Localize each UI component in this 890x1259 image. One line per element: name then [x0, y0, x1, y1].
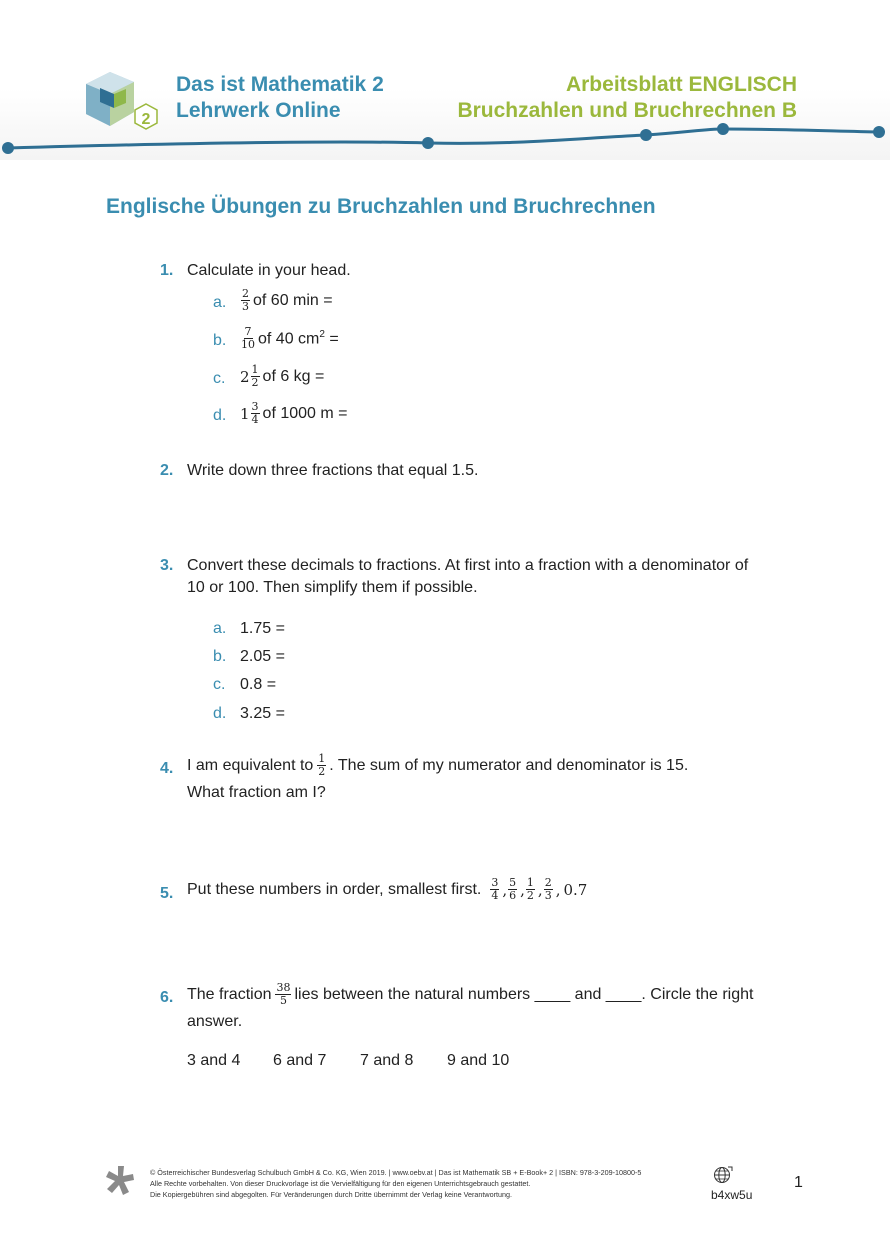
sub-item [240, 401, 348, 426]
question-number: 6. [160, 989, 174, 1006]
fraction: $\frac{2}{3}$ [242, 287, 249, 313]
page-number: 1 [794, 1174, 803, 1191]
sub-item-text: of 6 kg = [262, 367, 325, 385]
sub-item-text: of 40 $cm^2$ = [258, 328, 339, 348]
sub-letter: d. [213, 407, 227, 424]
question-number: 5. [160, 885, 174, 902]
fraction: $\frac{38}{5}$ [276, 981, 291, 1007]
fraction: $\frac{1}{2}$ [318, 752, 326, 778]
page-heading: Englische Übungen zu Bruchzahlen und Bruchrechnen [106, 195, 656, 218]
question-number: 2. [160, 462, 174, 479]
mixed-number: 1 $\frac{3}{4}$ [240, 400, 259, 426]
sub-letter: c. [213, 370, 226, 387]
question-text: Convert these decimals to fractions. At first into a fraction with a denominator of 10 or 100. Then simplify them if possible. [187, 557, 749, 596]
sub-letter: a. [213, 620, 227, 637]
question-number: 1. [160, 262, 174, 279]
sub-item-text: 0.8 = [240, 676, 277, 693]
sub-item-text: of 1000 m = [262, 404, 348, 422]
sub-item-text: of 60 min = [253, 291, 333, 309]
sub-item-text: 3.25 = [240, 705, 285, 722]
logo-number: 2 [141, 111, 151, 128]
brand-title [176, 72, 384, 124]
sub-letter: c. [213, 676, 226, 693]
answer-choice: 3 and 4 [187, 1052, 241, 1069]
sheet-title [457, 72, 797, 124]
sub-item [240, 288, 333, 313]
rule-dot [873, 126, 885, 138]
brand-line1: Das ist Mathematik 2 [176, 73, 384, 96]
question-number: 4. [160, 760, 174, 777]
globe-link-icon[interactable] [713, 1165, 733, 1185]
fraction-list: $\frac{3}{4}$ , $\frac{5}{6}$ , $\frac{1}{2}$ , $\frac{2}{3}$ , 0.7 [491, 876, 588, 902]
question-text: The fraction $\frac{38}{5}$ lies between the natural numbers ____ and ____. Circle the right answer. [187, 981, 754, 1030]
sub-item-text: 1.75 = [240, 620, 285, 637]
rule-dot [640, 129, 652, 141]
question-text: Write down three fractions that equal 1.5. [187, 462, 479, 479]
sub-item [240, 364, 324, 389]
sub-item [240, 326, 339, 351]
publisher-logo-icon [104, 1164, 136, 1196]
question-text: Put these numbers in order, smallest first. $\frac{3}{4}$ , $\frac{5}{6}$ , $\frac{1}{2}$ , $\frac{2}{3}$ , 0.7 [187, 876, 588, 902]
rule-dot [422, 137, 434, 149]
header-rule [0, 118, 890, 160]
fraction: $\frac{7}{10}$ [241, 325, 255, 351]
question-text: I am equivalent to $\frac{1}{2}$ . The sum of my numerator and denominator is 15. What fraction am I? [187, 752, 689, 801]
question-text: Calculate in your head. [187, 262, 351, 279]
rule-dot [717, 123, 729, 135]
footer-copyright: © Österreichischer Bundesverlag Schulbuch GmbH & Co. KG, Wien 2019. | www.oebv.at | Das ist Mathematik SB + E-Book+ 2 | ISBN: 978-3-209-10800-5 Alle Rechte vorbehalten. Von dieser Druckvorlage ist die Vervielfältigung für den eigenen Unterrichtsgebrauch gestattet. Die Kopiergebühren sind abgegolten. Für Veränderungen durch Dritte übernimmt der Verlag keine Verantwortung. [150, 1168, 642, 1199]
sub-letter: b. [213, 648, 227, 665]
answer-choice: 6 and 7 [273, 1052, 327, 1069]
sub-letter: d. [213, 705, 227, 722]
question-number: 3. [160, 557, 174, 574]
sheet-line1: Arbeitsblatt ENGLISCH [565, 73, 797, 96]
rule-dot [2, 142, 14, 154]
sub-letter: b. [213, 332, 227, 349]
mixed-number: 2 $\frac{1}{2}$ [240, 363, 259, 389]
answer-choice: 9 and 10 [447, 1052, 510, 1069]
online-code[interactable]: b4xw5u [711, 1188, 753, 1202]
brand-line2: Lehrwerk Online [176, 99, 341, 122]
sheet-line2: Bruchzahlen und Bruchrechnen B [457, 99, 797, 122]
answer-choice: 7 and 8 [360, 1052, 414, 1069]
sub-letter: a. [213, 294, 227, 311]
sub-item-text: 2.05 = [240, 648, 285, 665]
